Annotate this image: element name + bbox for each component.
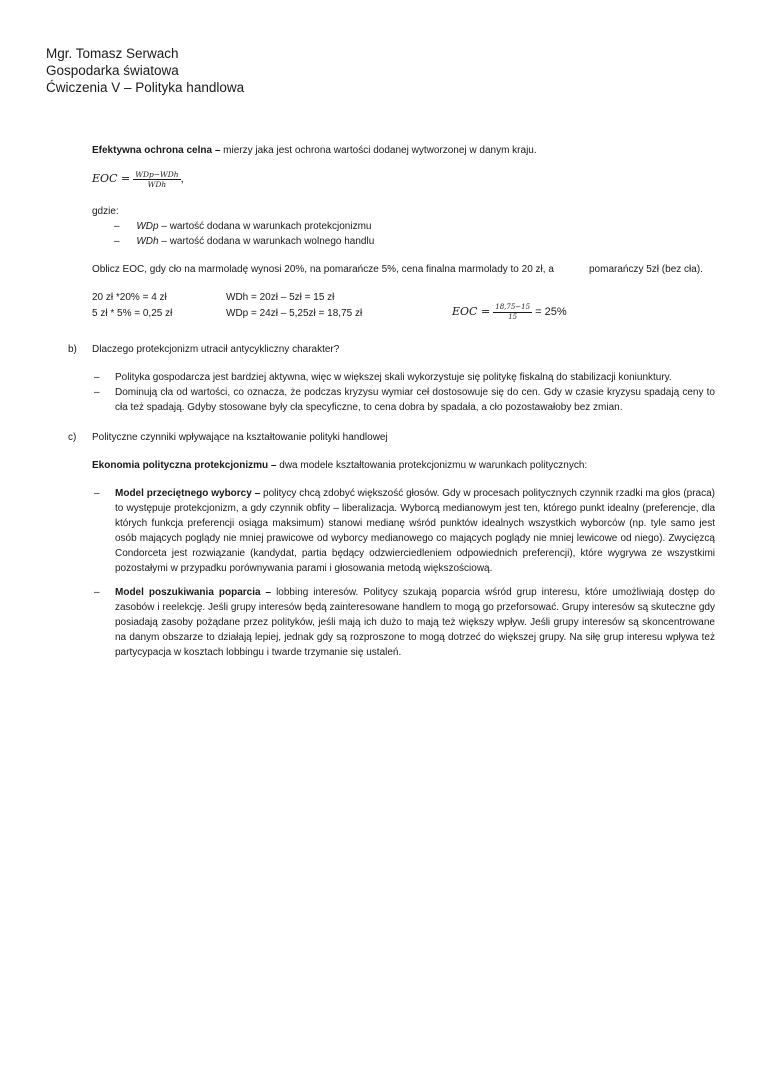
model-name: Model przeciętnego wyborcy –: [115, 488, 261, 499]
exercise-title: Ćwiczenia V – Polityka handlowa: [46, 80, 245, 95]
where-symbol: WDp: [136, 221, 159, 232]
where-label: gdzie:: [92, 206, 119, 217]
eoc-definition-text: mierzy jaka jest ochrona wartości dodanej wytworzonej w danym kraju.: [220, 145, 537, 156]
section-c-intro: [92, 458, 587, 473]
eoc-formula: [92, 168, 184, 190]
section-b-title: Dlaczego protekcjonizm utracił antycykliczny charakter?: [92, 344, 340, 355]
where-description: – wartość dodana w warunkach wolnego handlu: [158, 236, 375, 247]
author-name: Mgr. Tomasz Serwach: [46, 46, 179, 61]
eoc-result-fraction: [493, 303, 532, 322]
bullet-dash: –: [114, 236, 120, 247]
bullet-dash: –: [94, 387, 100, 398]
where-symbol: WDh: [136, 236, 159, 247]
course-name: Gospodarka światowa: [46, 63, 179, 78]
calc-line: WDh = 20zł – 5zł = 15 zł: [226, 292, 335, 303]
where-item: [114, 234, 374, 249]
eoc-result-formula: [452, 301, 567, 323]
where-item: [114, 219, 371, 234]
task-text-part1: Oblicz EOC, gdy cło na marmoladę wynosi 20%, na pomarańcze 5%, cena finalna marmolady to 20 zł, a: [92, 264, 554, 275]
eoc-formula-fraction: [133, 170, 180, 189]
eoc-term: Efektywna ochrona celna –: [92, 145, 221, 156]
calc-line: 5 zł * 5% = 0,25 zł: [92, 308, 173, 319]
bullet-dash: –: [94, 587, 100, 598]
where-description: – wartość dodana w warunkach protekcjonizmu: [158, 221, 372, 232]
eoc-result-lhs: EOC =: [452, 305, 491, 318]
section-c-letter: c): [68, 432, 77, 443]
bullet-dash: –: [94, 488, 100, 499]
calc-line: 20 zł *20% = 4 zł: [92, 292, 167, 303]
eoc-definition: [92, 143, 712, 158]
eoc-result-denominator: 15: [508, 312, 518, 321]
bullet-dash: –: [114, 221, 120, 232]
section-b-bullet: Polityka gospodarcza jest bardziej aktywna, więc w większej skali wykorzystuje się politykę fiskalną do stabilizacji koniunktury.: [115, 372, 672, 383]
section-b-bullet: Dominują cła od wartości, co oznacza, że podczas kryzysu wymiar ceł dostosowuje się do cen. Gdy w czasie kryzysu spadają ceny to cła też spadają. Gdyby stosowane były cła specyficzne, to cena dobra by spadała, a cło pozostawałoby bez zmian.: [115, 387, 715, 413]
eoc-result-numerator: 18,75−15: [495, 302, 531, 311]
document-header: [46, 45, 244, 96]
eoc-formula-comma: ,: [180, 173, 184, 185]
eoc-result-value: = 25%: [535, 306, 567, 318]
model-description: lobbing interesów. Politycy szukają poparcia wśród grup interesu, które umożliwiają dostęp do zasobów i reelekcję. Jeśli grupy interesów będą zainteresowane handlem to mogą go przeforsować. Grupy interesów są skuteczne gdy posiadają zasoby pożądane przez polityków, jeśli mają ich dużo to mają też większy wpływ. Jeśli grupy interesów są skoncentrowane na danym obszarze to działają lepiej, jednak gdy są rozproszone to mogą dotrzeć do większej grupy. Na siłę grup interesu wpływa też partycypacja w kosztach lobbingu i twarde trzymanie się ustaleń.: [115, 587, 715, 658]
bullet-dash: –: [94, 372, 100, 383]
model-support-seeking: [115, 585, 715, 660]
task-text-part2: pomarańczy 5zł (bez cła).: [589, 264, 703, 275]
section-c-intro-text: dwa modele kształtowania protekcjonizmu w warunkach politycznych:: [276, 460, 588, 471]
model-description: politycy chcą zdobyć większość głosów. Gdy w procesach politycznych czynnik rzadki ma głos (praca) to występuje protekcjonizm, a gdy czynnik obfity – liberalizacja. Wyborcą medianowym jest ten, którego punkt idealny (preferencje, dla których funkcja preferencji osiąga maksimum) stanowi medianę wśród punktów idealnych wszystkich wyborców (np. tyle samo jest osób mających poglądy nie mniej prawicowe od wyborcy medianowego co mających poglądy nie mniej lewicowe od niego). Zwycięzcą Condorceta jest rozwiązanie (kandydat, partia będący odzwierciedleniem odpowiednich preferencji), które wygrywa ze wszystkimi pozostałymi w przypadku porównywania parami i głosowania metodą większościową.: [115, 488, 715, 574]
model-name: Model poszukiwania poparcia –: [115, 587, 272, 598]
section-b-letter: b): [68, 344, 77, 355]
eoc-formula-numerator: WDp−WDh: [135, 169, 179, 179]
model-median-voter: [115, 486, 715, 576]
calc-line: WDp = 24zł – 5,25zł = 18,75 zł: [226, 308, 363, 319]
section-c-intro-term: Ekonomia polityczna protekcjonizmu –: [92, 460, 277, 471]
eoc-formula-denominator: WDh: [147, 179, 167, 189]
section-c-title: Polityczne czynniki wpływające na kształtowanie polityki handlowej: [92, 432, 388, 443]
eoc-formula-lhs: EOC =: [92, 172, 131, 185]
